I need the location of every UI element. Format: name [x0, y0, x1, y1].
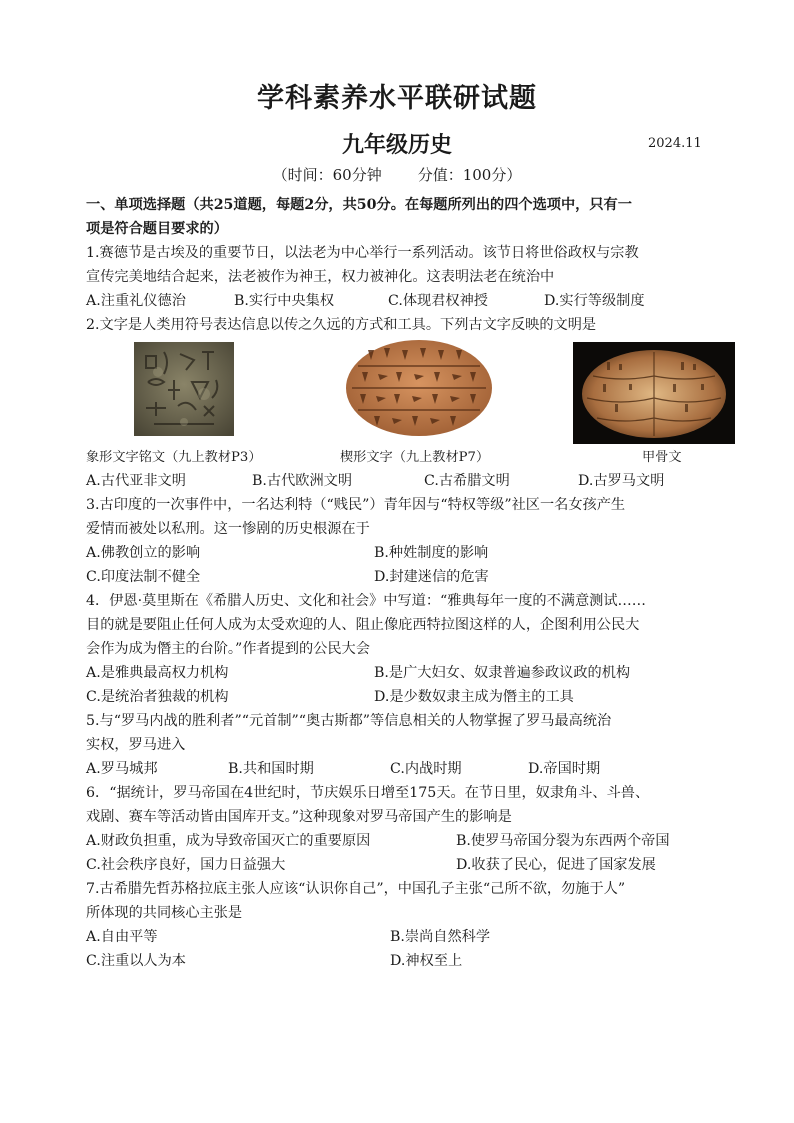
hieroglyph-inscription-image — [134, 342, 234, 436]
q4-option-b: B.是广大妇女、奴隶普遍参政议政的机构 — [374, 665, 631, 681]
q6-line2: 戏剧、赛车等活动皆由国库开支。”这种现象对罗马帝国产生的影响是 — [86, 809, 512, 825]
q6-option-d: D.收获了民心，促进了国家发展 — [456, 857, 656, 873]
caption-cuneiform: 楔形文字（九上教材P7） — [340, 450, 490, 465]
q1-line1: 1.赛德节是古埃及的重要节日，以法老为中心举行一系列活动。该节日将世俗政权与宗教 — [86, 245, 639, 261]
q5-line2: 实权，罗马进入 — [86, 737, 186, 753]
exam-info — [0, 164, 794, 185]
caption-hieroglyph: 象形文字铭文（九上教材P3） — [86, 450, 262, 465]
q6-line1: 6．“据统计，罗马帝国在4世纪时，节庆娱乐日增至175天。在节日里，奴隶角斗、斗兽、 — [86, 785, 650, 801]
exam-subtitle: 九年级历史 — [341, 133, 452, 158]
q1-option-d: D.实行等级制度 — [544, 293, 645, 309]
q7-option-d: D.神权至上 — [390, 953, 463, 969]
cuneiform-tablet-image — [344, 338, 494, 438]
q7-line1: 7.古希腊先哲苏格拉底主张人应该“认识你自己”，中国孔子主张“己所不欲，勿施于人” — [86, 881, 626, 897]
exam-time: （时间：60分钟 — [272, 166, 382, 184]
q1-line2: 宣传完美地结合起来，法老被作为神王，权力被神化。这表明法老在统治中 — [86, 269, 555, 285]
q6-option-c: C.社会秩序良好，国力日益强大 — [86, 857, 286, 873]
q5-option-b: B.共和国时期 — [228, 761, 314, 777]
section-heading-line2: 项是符合题目要求的） — [86, 221, 228, 237]
q5-option-c: C.内战时期 — [390, 761, 462, 777]
q5-option-a: A.罗马城邦 — [86, 761, 158, 777]
q3-option-a: A.佛教创立的影响 — [86, 545, 201, 561]
q3-option-c: C.印度法制不健全 — [86, 569, 201, 585]
q2-option-d: D.古罗马文明 — [578, 473, 665, 489]
q7-option-a: A.自由平等 — [86, 929, 158, 945]
q3-line2: 爱情而被处以私刑。这一惨剧的历史根源在于 — [86, 521, 370, 537]
section-heading-line1: 一、单项选择题（共25道题，每题2分，共50分。在每题所列出的四个选项中，只有一 — [86, 197, 632, 213]
q7-option-b: B.崇尚自然科学 — [390, 929, 491, 945]
q3-option-b: B.种姓制度的影响 — [374, 545, 489, 561]
q5-line1: 5.与“罗马内战的胜利者”“元首制”“奥古斯都”等信息相关的人物掌握了罗马最高统治 — [86, 713, 612, 729]
exam-date: 2024.11 — [648, 136, 702, 151]
q3-option-d: D.封建迷信的危害 — [374, 569, 489, 585]
q1-option-b: B.实行中央集权 — [234, 293, 335, 309]
exam-title: 学科素养水平联研试题 — [257, 83, 537, 114]
q1-option-a: A.注重礼仪德治 — [86, 293, 186, 309]
q4-line2: 目的就是要阻止任何人成为太受欢迎的人、阻止像庇西特拉图这样的人，企图利用公民大 — [86, 617, 640, 633]
exam-score: 分值：100分） — [417, 166, 522, 184]
q7-option-c: C.注重以人为本 — [86, 953, 186, 969]
section-heading — [86, 193, 726, 241]
q2-line1: 2.文字是人类用符号表达信息以传之久远的方式和工具。下列古文字反映的文明是 — [86, 317, 597, 333]
q6-option-a: A.财政负担重，成为导致帝国灭亡的重要原因 — [86, 833, 371, 849]
q2-option-c: C.古希腊文明 — [424, 473, 510, 489]
q4-line3: 会作为成为僭主的台阶。”作者提到的公民大会 — [86, 641, 370, 657]
q4-option-d: D.是少数奴隶主成为僭主的工具 — [374, 689, 574, 705]
oracle-bone-image — [573, 342, 735, 444]
q7-line2: 所体现的共同核心主张是 — [86, 905, 243, 921]
q1-option-c: C.体现君权神授 — [388, 293, 488, 309]
q4-option-a: A.是雅典最高权力机构 — [86, 665, 229, 681]
q5-option-d: D.帝国时期 — [528, 761, 601, 777]
caption-oracle-bone: 甲骨文 — [642, 450, 682, 465]
q4-line1: 4．伊恩·莫里斯在《希腊人历史、文化和社会》中写道：“雅典每年一度的不满意测试…… — [86, 593, 646, 609]
q2-option-b: B.古代欧洲文明 — [252, 473, 353, 489]
q6-option-b: B.使罗马帝国分裂为东西两个帝国 — [456, 833, 670, 849]
q4-option-c: C.是统治者独裁的机构 — [86, 689, 229, 705]
q3-line1: 3.古印度的一次事件中，一名达利特（“贱民”）青年因与“特权等级”社区一名女孩产生 — [86, 497, 626, 513]
q2-option-a: A.古代亚非文明 — [86, 473, 186, 489]
